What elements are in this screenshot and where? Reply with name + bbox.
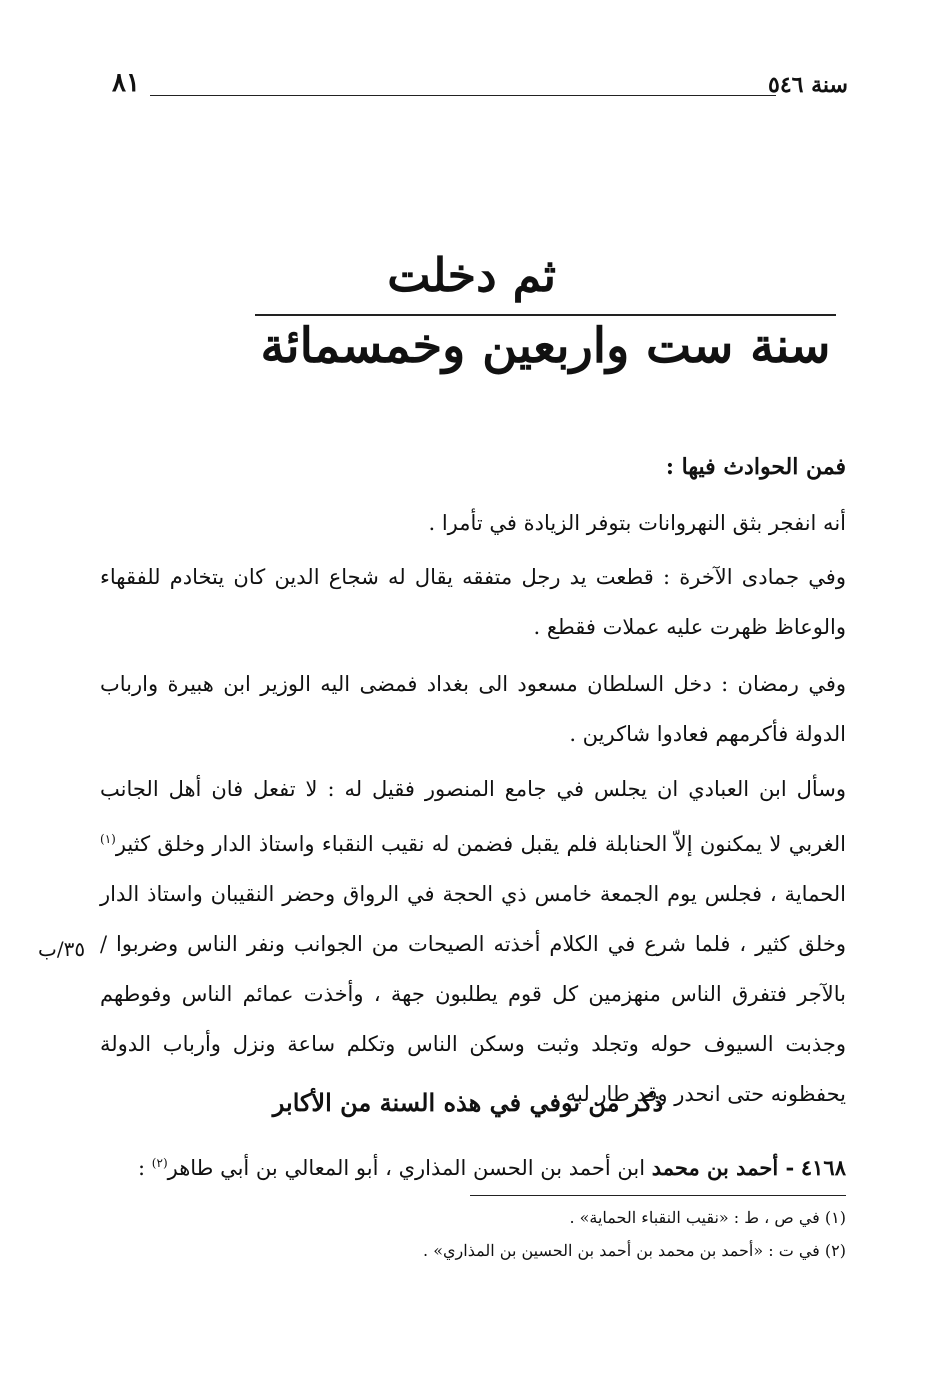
- entry-name: - أحمد بن محمد: [651, 1155, 795, 1180]
- chapter-title-line1: ثم دخلت: [387, 248, 556, 302]
- footnote-2: (٢) في ت : «أحمد بن محمد بن أحمد بن الحسين بن المذاري» .: [423, 1241, 846, 1260]
- paragraph-4-part-b: الحماية ، فجلس يوم الجمعة خامس ذي الحجة في الرواق وحضر النقيبان واستاذ الدار وخلق كثير ، فلما شرع في الكلام أخذته الصيحات من الجوانب ونفر الناس وضربوا / بالآجر فتفرق الناس منهزمين كل قوم يطلبون جهة ، وأخذت عمائم الناس وفوطهم وجذبت السيوف حوله وتجلد وثبت وسكن الناس وتكلم ساعة ونزل وأرباب الدولة يحفظونه حتى انحدر وقد طار لبه .: [100, 882, 846, 1106]
- entry-lineage: ابن أحمد بن الحسن المذاري ، أبو المعالي بن أبي طاهر: [167, 1156, 652, 1180]
- paragraph-3: وفي رمضان : دخل السلطان مسعود الى بغداد فمضى اليه الوزير ابن هبيرة وارباب الدولة فأكرمهم فعادوا شاكرين .: [100, 672, 846, 746]
- footnote-rule: [470, 1195, 846, 1196]
- footnote-ref-1: (١): [100, 832, 116, 846]
- entry-end: :: [138, 1156, 152, 1180]
- margin-folio-ref: ٣٥/ب: [38, 937, 86, 961]
- header-rule: [150, 95, 776, 96]
- biography-entry: [100, 1138, 846, 1193]
- paragraph-2: وفي جمادى الآخرة : قطعت يد رجل متفقه يقال له شجاع الدين كان يتخادم للفقهاء والوعاظ ظهرت عليه عملات فقطع .: [100, 565, 846, 639]
- footnote-1: (١) في ص ، ط : «نقيب النقباء الحماية» .: [569, 1208, 846, 1227]
- title-rule: [255, 314, 836, 316]
- paragraph-4: [100, 764, 846, 1119]
- section-heading: فمن الحوادث فيها :: [665, 454, 846, 480]
- running-title: سنة ٥٤٦: [768, 72, 848, 98]
- entry-number: ٤١٦٨: [800, 1155, 846, 1180]
- page-number: ٨١: [112, 68, 140, 98]
- deaths-heading: ذكر من توفي في هذه السنة من الأكابر: [272, 1088, 664, 1117]
- footnote-ref-2: (٢): [151, 1156, 168, 1170]
- paragraph-4-part-a: وسأل ابن العبادي ان يجلس في جامع المنصور فقيل له : لا تفعل فان أهل الجانب الغربي لا يمكنون إلاّ الحنابلة فلم يقبل فضمن له نقيب النقباء واستاذ الدار وخلق كثير: [100, 777, 846, 856]
- chapter-title-line2: سنة ست واربعين وخمسمائة: [260, 318, 831, 374]
- paragraph-1: أنه انفجر بثق النهروانات بتوفر الزيادة في تأمرا .: [428, 511, 846, 535]
